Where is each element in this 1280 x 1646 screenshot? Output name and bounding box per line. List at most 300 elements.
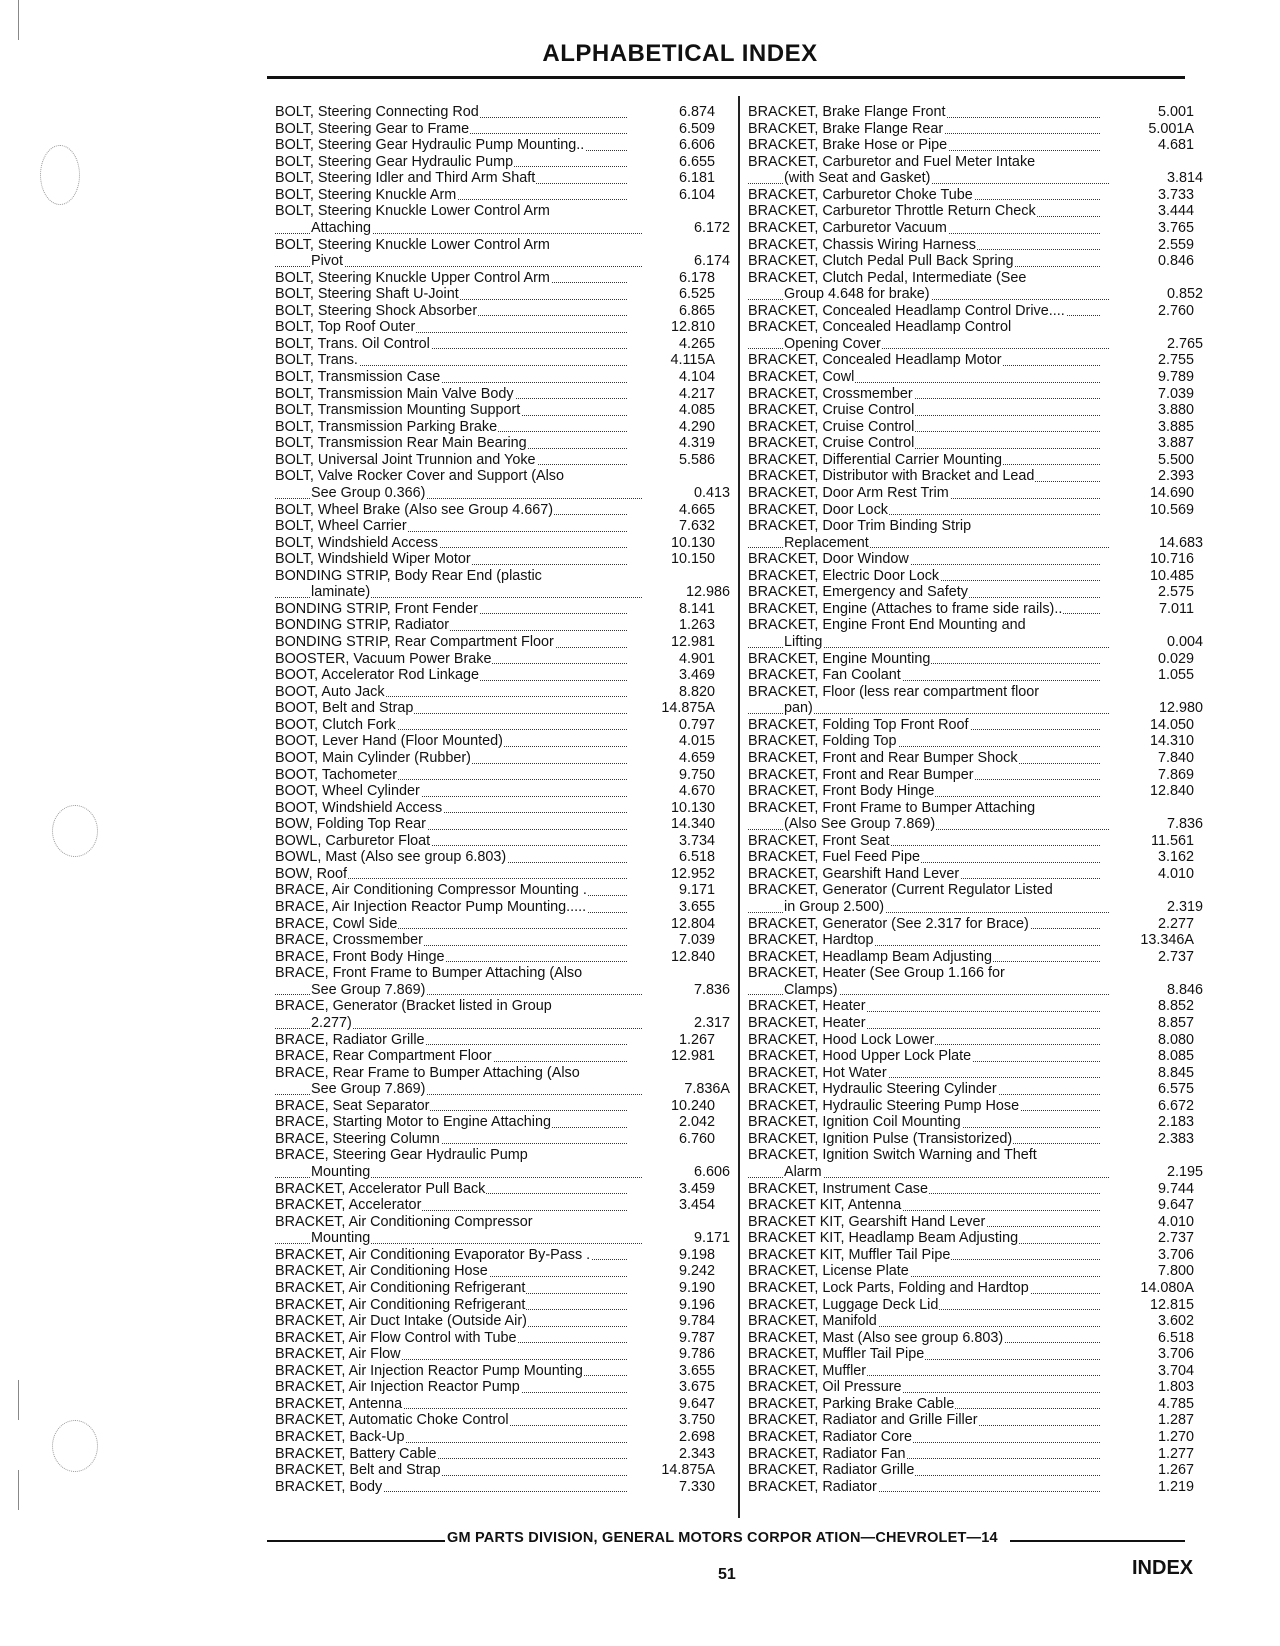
entry-label-wrap — [748, 468, 1100, 485]
entry-label-wrap — [275, 286, 627, 303]
index-entry — [275, 104, 730, 121]
entry-label: BRACE, Generator (Bracket listed in Group — [275, 998, 552, 1015]
index-entry — [748, 121, 1203, 138]
entry-page: 3.454 — [678, 1197, 715, 1214]
entry-page: 14.875A — [661, 700, 715, 717]
entry-label-wrap — [275, 452, 627, 469]
index-entry — [748, 783, 1203, 800]
index-entry — [275, 932, 730, 949]
entry-page: 2.195 — [1166, 1164, 1203, 1180]
entry-label-wrap — [275, 1015, 642, 1032]
index-entry — [275, 319, 730, 336]
entry-label: BRACKET, Air Conditioning Compressor — [275, 1213, 533, 1230]
entry-label: BRACKET, Concealed Headlamp Control — [748, 319, 1012, 336]
entry-label-wrap — [275, 419, 627, 436]
index-entry — [748, 998, 1203, 1015]
entry-page: 0.852 — [1166, 286, 1203, 303]
entry-label: BRACKET, Mast (Also see group 6.803) — [748, 1329, 1004, 1346]
index-entry — [748, 1181, 1203, 1198]
entry-page: 14.050 — [1149, 716, 1194, 733]
entry-label: BRACE, Air Conditioning Compressor Mounting . — [275, 882, 587, 899]
entry-label-wrap — [275, 468, 627, 485]
index-entry — [748, 386, 1203, 403]
entry-label-wrap — [748, 1214, 1100, 1231]
index-entry — [748, 1247, 1203, 1264]
entry-page: 5.586 — [678, 451, 715, 468]
index-entry — [748, 866, 1203, 883]
index-entry — [748, 568, 1203, 585]
entry-label: BRACKET, Generator (Current Regulator Listed — [748, 882, 1053, 899]
index-entry — [275, 220, 730, 237]
entry-label: BRACKET, Back-Up — [275, 1429, 405, 1445]
entry-label: BRACKET, Belt and Strap — [275, 1462, 441, 1479]
entry-label-wrap — [275, 121, 627, 138]
entry-page: 0.029 — [1157, 650, 1194, 667]
index-entry — [748, 419, 1203, 436]
entry-label: BOLT, Steering Shock Absorber — [275, 302, 478, 319]
index-entry — [748, 750, 1203, 767]
entry-label-wrap — [275, 137, 627, 154]
entry-label-wrap — [748, 1065, 1100, 1082]
entry-label-wrap — [275, 1479, 627, 1496]
entry-label-wrap — [275, 485, 642, 502]
left-index-column — [275, 104, 730, 1495]
index-entry — [275, 1015, 730, 1032]
entry-page: 3.750 — [678, 1412, 715, 1429]
entry-label: BRACKET, Radiator and Grille Filler — [748, 1412, 978, 1429]
index-entry — [275, 982, 730, 999]
entry-page: 12.810 — [670, 319, 715, 336]
index-entry — [275, 1363, 730, 1380]
entry-page: 1.277 — [1157, 1445, 1194, 1462]
index-entry — [748, 617, 1203, 634]
index-entry — [275, 783, 730, 800]
entry-label: BOOT, Wheel Cylinder — [275, 783, 420, 800]
entry-label-wrap — [748, 518, 1100, 535]
index-entry — [275, 667, 730, 684]
index-entry — [275, 833, 730, 850]
index-entry — [748, 203, 1203, 220]
entry-label-wrap — [275, 535, 627, 552]
entry-label-wrap — [748, 651, 1100, 668]
entry-label-wrap — [275, 1048, 627, 1065]
entry-label-wrap — [748, 932, 1100, 949]
index-entry — [275, 1247, 730, 1264]
entry-page: 3.885 — [1157, 418, 1194, 435]
index-entry — [275, 502, 730, 519]
entry-label-wrap — [275, 733, 627, 750]
index-entry — [275, 882, 730, 899]
entry-label: BRACKET, Distributor with Bracket and Lead — [748, 468, 1035, 485]
entry-label-wrap — [275, 1396, 627, 1413]
entry-label-wrap — [275, 932, 627, 949]
entry-label-wrap — [275, 1230, 642, 1247]
entry-page: 6.606 — [678, 137, 715, 154]
index-entry — [275, 154, 730, 171]
entry-label-wrap — [275, 369, 627, 386]
index-entry — [748, 369, 1203, 386]
entry-label-wrap — [748, 767, 1100, 784]
entry-label-wrap — [748, 435, 1100, 452]
entry-label-wrap — [748, 1346, 1100, 1363]
index-entry — [748, 485, 1203, 502]
index-entry — [748, 137, 1203, 154]
index-entry — [275, 816, 730, 833]
entry-label-wrap — [748, 1032, 1100, 1049]
entry-label-wrap — [275, 551, 627, 568]
entry-label: BRACKET, Lock Parts, Folding and Hardtop — [748, 1279, 1029, 1296]
entry-page: 10.130 — [670, 799, 715, 816]
entry-label-wrap — [275, 684, 627, 701]
entry-page: 8.080 — [1157, 1031, 1194, 1048]
entry-page: 7.011 — [1159, 600, 1194, 617]
entry-label-wrap — [275, 1330, 627, 1347]
entry-label-wrap — [748, 717, 1100, 734]
index-entry — [748, 1015, 1203, 1032]
entry-page: 4.104 — [678, 369, 715, 385]
entry-page: 6.178 — [678, 269, 715, 286]
entry-label: Mounting — [311, 1164, 371, 1180]
entry-page: 3.734 — [678, 832, 715, 849]
entry-label: BRACE, Crossmember — [275, 932, 423, 949]
index-entry — [748, 800, 1203, 817]
index-entry — [748, 187, 1203, 204]
entry-label: See Group 7.869) — [311, 1081, 426, 1098]
entry-label: BRACKET, Antenna — [275, 1395, 403, 1412]
binder-hole-3 — [52, 1420, 98, 1472]
entry-label: BRACKET, Engine (Attaches to frame side rails).. — [748, 600, 1063, 617]
index-entry — [275, 237, 730, 254]
entry-label: BRACKET, Concealed Headlamp Control Drive.... — [748, 302, 1065, 319]
entry-page: 3.162 — [1157, 849, 1194, 866]
entry-label: BRACKET, Folding Top — [748, 733, 897, 750]
entry-label-wrap — [748, 849, 1100, 866]
entry-label-wrap — [275, 965, 627, 982]
entry-label-wrap — [275, 154, 627, 171]
entry-label-wrap — [748, 982, 1109, 999]
index-entry — [748, 270, 1203, 287]
entry-label-wrap — [275, 1181, 627, 1198]
entry-label: BRACKET, Oil Pressure — [748, 1379, 902, 1396]
entry-page: 6.509 — [678, 120, 715, 137]
entry-label-wrap — [275, 1032, 627, 1049]
entry-label: BRACKET KIT, Antenna — [748, 1197, 902, 1214]
entry-page: 2.277 — [1157, 915, 1194, 932]
index-entry — [275, 700, 730, 717]
entry-label-wrap — [275, 1280, 627, 1297]
entry-label-wrap — [275, 634, 627, 651]
entry-page: 7.836 — [1166, 816, 1203, 833]
entry-label-wrap — [275, 1379, 627, 1396]
entry-label-wrap — [748, 1479, 1100, 1496]
entry-label: BOLT, Wheel Brake (Also see Group 4.667) — [275, 501, 554, 518]
entry-label-wrap — [275, 1462, 627, 1479]
entry-label: BRACKET, Hood Upper Lock Plate — [748, 1048, 972, 1065]
entry-label: BRACKET, Heater — [748, 1014, 866, 1031]
entry-page: 8.857 — [1157, 1014, 1194, 1031]
entry-label: BRACE, Starting Motor to Engine Attaching — [275, 1114, 551, 1131]
entry-label-wrap — [275, 568, 627, 585]
index-entry — [275, 1114, 730, 1131]
index-entry — [275, 1330, 730, 1347]
entry-page: 4.010 — [1157, 865, 1194, 882]
entry-page: 1.803 — [1157, 1379, 1194, 1396]
index-entry — [748, 833, 1203, 850]
entry-label: BRACKET, Headlamp Beam Adjusting — [748, 948, 992, 965]
index-entry — [748, 899, 1203, 916]
entry-page: 7.039 — [678, 932, 715, 949]
entry-page: 13.346A — [1140, 932, 1194, 949]
index-entry — [748, 965, 1203, 982]
entry-label-wrap — [748, 270, 1100, 287]
index-entry — [275, 601, 730, 618]
index-entry — [748, 1313, 1203, 1330]
entry-label: BOOT, Accelerator Rod Linkage — [275, 667, 479, 684]
index-entry — [275, 352, 730, 369]
entry-label-wrap — [748, 1446, 1100, 1463]
entry-label-wrap — [275, 1164, 642, 1181]
entry-label: BOLT, Transmission Main Valve Body — [275, 385, 514, 402]
entry-label: in Group 2.500) — [784, 899, 884, 915]
entry-label: BRACKET, Air Flow — [275, 1346, 401, 1363]
entry-label-wrap — [275, 601, 627, 618]
entry-page: 3.706 — [1157, 1246, 1194, 1263]
index-entry — [748, 717, 1203, 734]
index-entry — [748, 816, 1203, 833]
entry-page: 2.317 — [693, 1014, 730, 1031]
right-index-column — [748, 104, 1203, 1495]
entry-label: BRACKET, Fan Coolant — [748, 667, 901, 684]
index-entry — [275, 1429, 730, 1446]
index-entry — [748, 584, 1203, 601]
entry-label-wrap — [748, 452, 1100, 469]
index-entry — [275, 1479, 730, 1496]
index-entry — [748, 1230, 1203, 1247]
entry-label: BRACKET, Hydraulic Steering Cylinder — [748, 1081, 997, 1098]
index-entry — [748, 1065, 1203, 1082]
entry-page: 3.814 — [1166, 170, 1203, 187]
index-entry — [275, 1197, 730, 1214]
entry-page: 3.602 — [1157, 1313, 1194, 1330]
entry-label-wrap — [275, 1065, 627, 1082]
entry-label: Alarm — [784, 1164, 822, 1180]
index-entry — [748, 336, 1203, 353]
entry-page: 14.310 — [1149, 733, 1194, 750]
entry-label-wrap — [275, 319, 627, 336]
entry-label-wrap — [748, 866, 1100, 883]
entry-label-wrap — [275, 1214, 627, 1231]
entry-label: BOLT, Steering Knuckle Arm — [275, 186, 457, 203]
index-entry — [748, 949, 1203, 966]
index-entry — [275, 1263, 730, 1280]
entry-label-wrap — [275, 203, 627, 220]
entry-label: BRACKET, Crossmember — [748, 385, 913, 402]
index-entry — [748, 1396, 1203, 1413]
entry-label-wrap — [275, 187, 627, 204]
entry-label: BRACKET, Air Duct Intake (Outside Air) — [275, 1313, 527, 1330]
entry-label: BOLT, Steering Knuckle Lower Control Arm — [275, 236, 550, 253]
entry-label: BOOT, Tachometer — [275, 766, 398, 783]
index-entry — [275, 286, 730, 303]
entry-page: 4.785 — [1157, 1395, 1194, 1412]
entry-page: 9.787 — [678, 1329, 715, 1346]
entry-label: BRACKET, Cowl — [748, 369, 855, 385]
entry-page: 4.670 — [678, 783, 715, 800]
entry-label: BRACE, Cowl Side — [275, 915, 398, 932]
entry-label: BONDING STRIP, Rear Compartment Floor — [275, 634, 554, 650]
entry-label-wrap — [748, 1015, 1100, 1032]
entry-label: BRACKET, Ignition Pulse (Transistorized) — [748, 1130, 1013, 1147]
entry-page: 12.840 — [670, 948, 715, 965]
entry-label: Lifting — [784, 634, 823, 650]
index-entry — [748, 1280, 1203, 1297]
entry-page: 11.561 — [1151, 832, 1194, 849]
entry-label: BRACKET, Hot Water — [748, 1064, 887, 1081]
entry-label: Clamps) — [784, 981, 838, 998]
entry-label-wrap — [748, 750, 1100, 767]
entry-label-wrap — [275, 750, 627, 767]
entry-label-wrap — [748, 584, 1100, 601]
entry-label-wrap — [748, 1379, 1100, 1396]
entry-label: Group 4.648 for brake) — [784, 286, 930, 303]
entry-label: BRACKET, Radiator Grille — [748, 1462, 915, 1479]
index-entry — [748, 154, 1203, 171]
entry-page: 7.836 — [693, 981, 730, 998]
index-entry — [748, 1081, 1203, 1098]
entry-label-wrap — [275, 220, 642, 237]
entry-label: BRACKET, Clutch Pedal Pull Back Spring — [748, 253, 1014, 270]
entry-page: 2.343 — [678, 1445, 715, 1462]
index-entry — [275, 684, 730, 701]
footer-rule-left — [267, 1540, 445, 1542]
index-entry — [748, 452, 1203, 469]
index-entry — [275, 1214, 730, 1231]
entry-label: BRACKET, Manifold — [748, 1313, 877, 1330]
index-entry — [748, 1446, 1203, 1463]
entry-label: BONDING STRIP, Body Rear End (plastic — [275, 567, 542, 584]
entry-page: 2.760 — [1157, 302, 1194, 319]
entry-page: 10.130 — [670, 534, 715, 551]
index-entry — [748, 1263, 1203, 1280]
entry-label-wrap — [748, 634, 1109, 651]
entry-page: 9.171 — [693, 1230, 730, 1247]
index-entry — [275, 1098, 730, 1115]
entry-page: 7.800 — [1157, 1263, 1194, 1280]
index-entry — [275, 1048, 730, 1065]
entry-label: BOLT, Wheel Carrier — [275, 518, 407, 535]
entry-label: BOOT, Main Cylinder (Rubber) — [275, 749, 471, 766]
entry-label: BRACKET KIT, Headlamp Beam Adjusting — [748, 1230, 1019, 1247]
entry-page: 9.198 — [678, 1246, 715, 1263]
entry-label-wrap — [748, 104, 1100, 121]
entry-label: BRACKET, Front and Rear Bumper Shock — [748, 749, 1018, 766]
entry-label-wrap — [275, 949, 627, 966]
index-entry — [275, 468, 730, 485]
index-entry — [748, 170, 1203, 187]
index-entry — [748, 551, 1203, 568]
entry-label-wrap — [275, 916, 627, 933]
entry-label: BRACKET, Parking Brake Cable — [748, 1395, 955, 1412]
entry-label: BOLT, Steering Gear Hydraulic Pump — [275, 153, 514, 170]
index-entry — [275, 750, 730, 767]
entry-label-wrap — [275, 1197, 627, 1214]
index-entry — [275, 733, 730, 750]
entry-page: 5.500 — [1157, 451, 1194, 468]
index-entry — [275, 1081, 730, 1098]
entry-label: BRACKET, Emergency and Safety — [748, 584, 968, 601]
entry-label-wrap — [748, 800, 1100, 817]
entry-label: BRACKET, Carburetor Throttle Return Check — [748, 203, 1036, 220]
entry-page: 6.525 — [678, 286, 715, 303]
index-entry — [275, 965, 730, 982]
entry-label: BRACKET, Brake Hose or Pipe — [748, 137, 948, 154]
entry-label-wrap — [748, 1131, 1100, 1148]
entry-page: 6.655 — [678, 153, 715, 170]
entry-page: 12.840 — [1149, 783, 1194, 800]
entry-label: BRACKET, Battery Cable — [275, 1445, 437, 1462]
entry-label-wrap — [275, 1131, 627, 1148]
entry-label: BOLT, Universal Joint Trunnion and Yoke — [275, 451, 536, 468]
entry-page: 5.001 — [1157, 104, 1194, 120]
entry-page: 0.004 — [1166, 634, 1203, 650]
entry-label: BRACKET, Clutch Pedal, Intermediate (See — [748, 269, 1027, 286]
entry-page: 3.444 — [1157, 203, 1194, 220]
index-entry — [748, 286, 1203, 303]
index-entry — [275, 866, 730, 883]
entry-label: BRACKET, Carburetor and Fuel Meter Intake — [748, 153, 1036, 170]
index-entry — [748, 849, 1203, 866]
entry-label: BRACKET, Concealed Headlamp Motor — [748, 352, 1002, 369]
index-entry — [748, 982, 1203, 999]
footer-rule-right — [1010, 1540, 1185, 1542]
index-entry — [748, 700, 1203, 717]
entry-label: BRACKET, Chassis Wiring Harness — [748, 236, 976, 253]
entry-page: 0.846 — [1157, 253, 1194, 270]
entry-page: 4.290 — [678, 418, 715, 435]
title-rule — [267, 76, 1185, 79]
entry-label-wrap — [748, 783, 1100, 800]
entry-page: 9.190 — [678, 1279, 715, 1296]
index-entry — [275, 1147, 730, 1164]
entry-page: 12.981 — [670, 634, 715, 650]
entry-label: BOOT, Auto Jack — [275, 683, 385, 700]
index-entry — [748, 1048, 1203, 1065]
entry-label-wrap — [748, 485, 1100, 502]
entry-label: BRACKET, Front Body Hinge — [748, 783, 935, 800]
entry-label: BOLT, Windshield Wiper Motor — [275, 551, 471, 568]
entry-label-wrap — [748, 1396, 1100, 1413]
entry-label: BRACE, Air Injection Reactor Pump Mounting..... — [275, 899, 587, 915]
index-entry — [748, 1346, 1203, 1363]
entry-label: BRACKET, Heater — [748, 998, 866, 1015]
entry-page: 9.196 — [678, 1296, 715, 1313]
index-entry — [275, 767, 730, 784]
entry-page: 4.010 — [1157, 1213, 1194, 1230]
index-entry — [275, 651, 730, 668]
entry-page: 7.330 — [678, 1478, 715, 1495]
entry-label-wrap — [748, 237, 1100, 254]
index-entry — [748, 1330, 1203, 1347]
entry-page: 2.559 — [1157, 236, 1194, 253]
entry-label-wrap — [275, 816, 627, 833]
entry-label-wrap — [748, 965, 1100, 982]
entry-label: BOLT, Transmission Parking Brake — [275, 418, 498, 435]
index-entry — [748, 1114, 1203, 1131]
entry-label: BRACKET, Ignition Switch Warning and Theft — [748, 1147, 1037, 1164]
entry-label-wrap — [275, 435, 627, 452]
entry-label: BRACE, Rear Frame to Bumper Attaching (Also — [275, 1064, 580, 1081]
entry-page: 8.141 — [678, 600, 715, 617]
